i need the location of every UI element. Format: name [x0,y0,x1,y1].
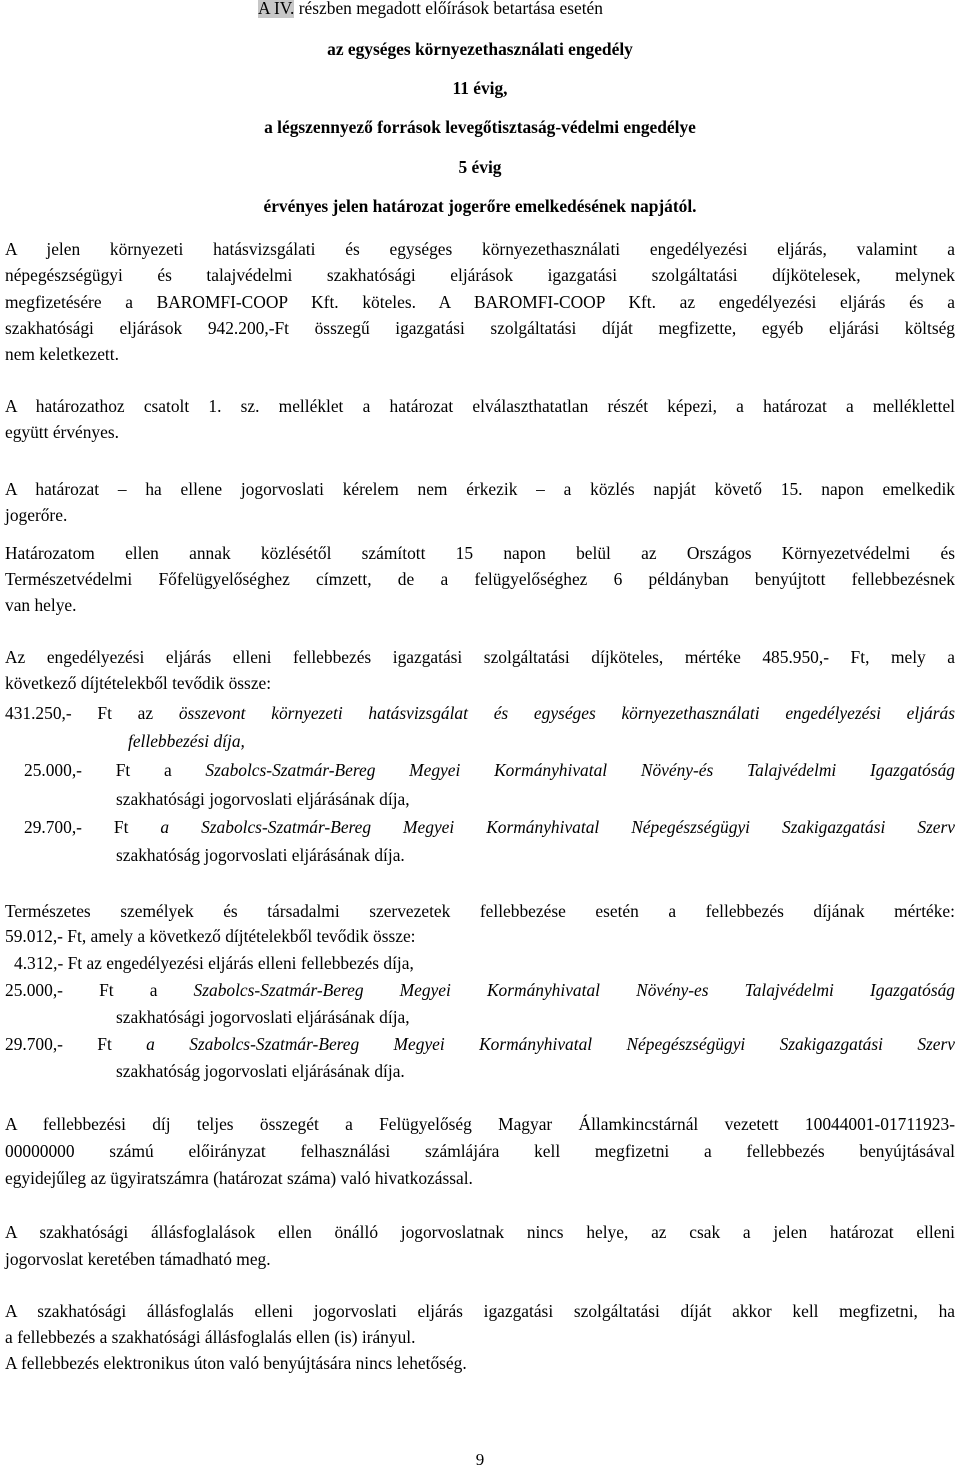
fee-item-line: 25.000,- Ft a Szabolcs-Szatmár-Bereg Megyei Kormányhivatal Növény-és Talajvédelmi Igazgatóság [24,760,955,780]
paragraph-fees-line: szakhatósági eljárások 942.200,-Ft összegű igazgatási szolgáltatási díját megfizette, egyéb eljárási költség [5,318,955,338]
paragraph-finality-line: jogerőre. [5,505,68,525]
paragraph-appeal-fee-line: következő díjtételekből tevődik össze: [5,673,272,693]
paragraph-payment-line: A fellebbezési díj teljes összegét a Felügyelőség Magyar Államkincstárnál vezetett 10044001-01711923- [5,1114,955,1134]
paragraph-appeal-line: Természetvédelmi Főfelügyelőséghez címzett, de a felügyelőséghez 6 példányban benyújtott fellebbezésnek [5,569,955,589]
permit-title: az egységes környezethasználati engedély [327,39,633,59]
paragraph-authority-fee-line: A szakhatósági állásfoglalás elleni jogorvoslati eljárás igazgatási szolgáltatási díját akkor kell megfizetni, ha [5,1301,955,1321]
paragraph-payment-line: egyidejűleg az ügyiratszámra (határozat száma) való hivatkozással. [5,1168,473,1188]
fee-item-line: 4.312,- Ft az engedélyezési eljárás elleni fellebbezés díja, [14,953,414,973]
page-number: 9 [475,1450,485,1469]
paragraph-payment-line: 00000000 számú előirányzat felhasználási számlájára kell megfizetni a fellebbezés benyújtásával [5,1141,955,1161]
air-permit-duration: 5 évig [458,157,502,177]
fee-item-line: 29.700,- Ft a Szabolcs-Szatmár-Bereg Megyei Kormányhivatal Népegészségügyi Szakigazgatási Szerv [24,817,955,837]
paragraph-annex-line: A határozathoz csatolt 1. sz. melléklet a határozat elválaszthatatlan részét képezi, a határozat a melléklettel [5,396,955,416]
paragraph-fees-line: A jelen környezeti hatásvizsgálati és egységes környezethasználati engedélyezési eljárás, valamint a [5,239,955,259]
paragraph-appeal-line: van helye. [5,595,77,615]
paragraph-appeal-line: Határozatom ellen annak közlésétől számított 15 napon belül az Országos Környezetvédelmi és [5,543,955,563]
fee-item-line: 25.000,- Ft a Szabolcs-Szatmár-Bereg Megyei Kormányhivatal Növény-es Talajvédelmi Igazgatóság [5,980,955,1000]
fee-item-continuation: szakhatóság jogorvoslati eljárásának díja. [116,845,405,865]
fee-item-line: 431.250,- Ft az összevont környezeti hatásvizsgálat és egységes környezethasználati engedélyezési eljárás [5,703,955,723]
paragraph-fees-line: megfizetésére a BAROMFI-COOP Kft. köteles. A BAROMFI-COOP Kft. az engedélyezési eljárás és a [5,292,955,312]
fee-item-continuation: szakhatóság jogorvoslati eljárásának díja. [116,1061,405,1081]
paragraph-authority-line: jogorvoslat keretében támadható meg. [5,1249,271,1269]
paragraph-natural-persons-line: Természetes személyek és társadalmi szervezetek fellebbezése esetén a fellebbezés díjának mértéke: [5,901,955,921]
fee-item-continuation: fellebbezési díja, [128,731,245,751]
paragraph-fees-line: nem keletkezett. [5,344,119,364]
paragraph-appeal-fee-line: Az engedélyezési eljárás elleni fellebbezés igazgatási szolgáltatási díjköteles, mértéke 485.950,- Ft, mely a [5,647,955,667]
fee-item-line: 29.700,- Ft a Szabolcs-Szatmár-Bereg Megyei Kormányhivatal Népegészségügyi Szakigazgatási Szerv [5,1034,955,1054]
paragraph-authority-line: A szakhatósági állásfoglalások ellen önálló jogorvoslatnak nincs helye, az csak a jelen határozat elleni [5,1222,955,1242]
air-permit-title: a légszennyező források levegőtisztaság-védelmi engedélye [264,117,696,137]
section-ref-highlight: A IV. [258,0,295,18]
permit-duration: 11 évig, [452,78,508,98]
paragraph-finality-line: A határozat – ha ellene jogorvoslati kérelem nem érkezik – a közlés napját követő 15. napon emelkedik [5,479,955,499]
paragraph-authority-fee-line: a fellebbezés a szakhatósági állásfoglalás ellen (is) irányul. [5,1327,416,1347]
paragraph-natural-persons-line: 59.012,- Ft, amely a következő díjtételekből tevődik össze: [5,926,416,946]
validity-line: érvényes jelen határozat jogerőre emelkedésének napjától. [263,196,697,216]
paragraph-annex-line: együtt érvényes. [5,422,119,442]
intro-line: A IV. részben megadott előírások betartása esetén [258,0,603,18]
paragraph-electronic: A fellebbezés elektronikus úton való benyújtására nincs lehetőség. [5,1353,467,1373]
fee-item-continuation: szakhatósági jogorvoslati eljárásának díja, [116,1007,410,1027]
paragraph-fees-line: népegészségügyi és talajvédelmi szakhatósági eljárások igazgatási szolgáltatási díjkötelesek, melynek [5,265,955,285]
fee-item-continuation: szakhatósági jogorvoslati eljárásának díja, [116,789,410,809]
